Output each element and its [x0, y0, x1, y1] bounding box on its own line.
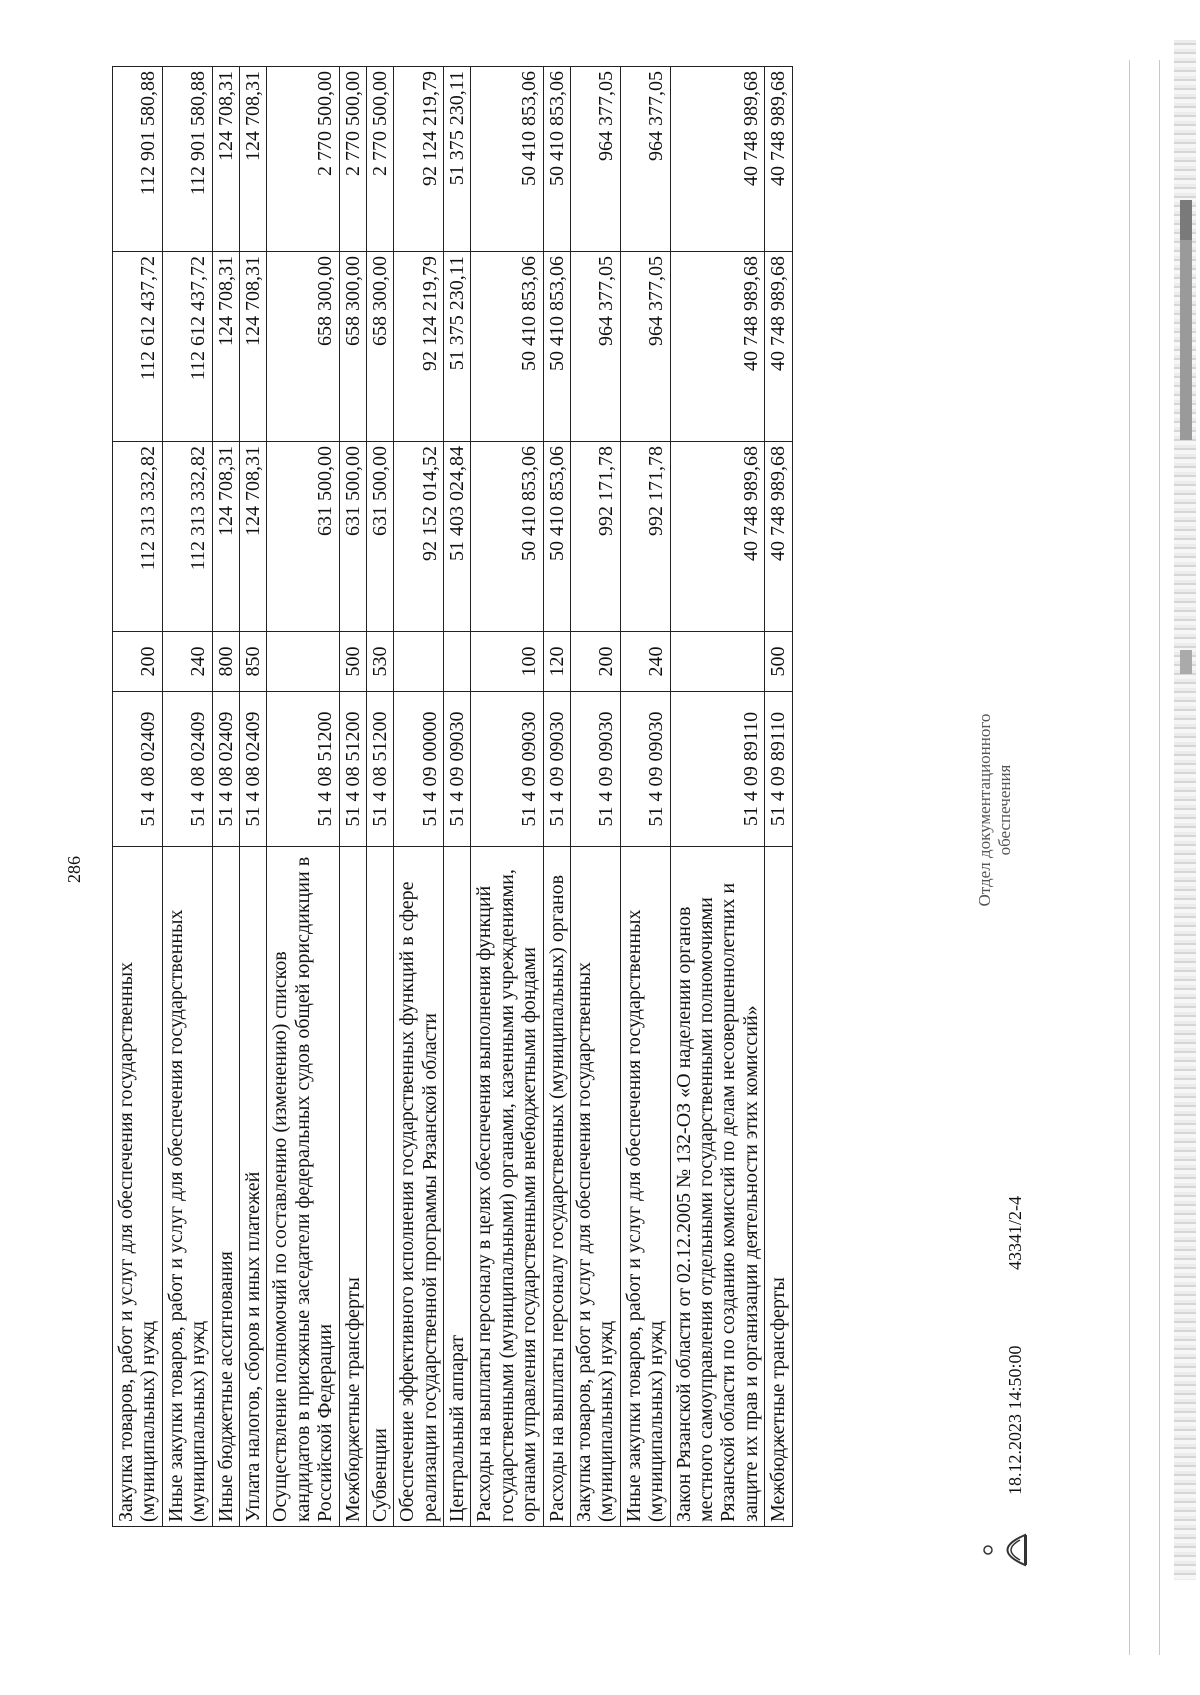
table-row	[113, 67, 163, 1527]
row-description: Иные бюджетные ассигнования	[212, 847, 239, 1527]
table-row	[471, 67, 543, 1527]
row-description: Уплата налогов, сборов и иных платежей	[239, 847, 266, 1527]
row-value-year3: 51 375 230,11	[444, 67, 471, 252]
row-description: Закупка товаров, работ и услуг для обеспечения государственных (муниципальных) нужд	[113, 847, 163, 1527]
row-value-year2: 40 748 989,68	[670, 252, 765, 442]
table-row	[239, 67, 266, 1527]
row-code: 51 4 09 09030	[571, 692, 621, 847]
row-value-year2: 124 708,31	[239, 252, 266, 442]
row-description: Межбюджетные трансферты	[765, 847, 792, 1527]
row-expense-type: 240	[620, 632, 670, 692]
row-code: 51 4 08 02409	[113, 692, 163, 847]
row-code: 51 4 08 51200	[267, 692, 339, 847]
table-row	[444, 67, 471, 1527]
table-row	[620, 67, 670, 1527]
row-description: Иные закупки товаров, работ и услуг для обеспечения государственных (муниципальных) нужд	[162, 847, 212, 1527]
row-value-year1: 51 403 024,84	[444, 442, 471, 632]
row-value-year3: 112 901 580,88	[162, 67, 212, 252]
row-code: 51 4 08 02409	[212, 692, 239, 847]
row-code: 51 4 09 09030	[543, 692, 570, 847]
row-expense-type	[444, 632, 471, 692]
table-row	[162, 67, 212, 1527]
row-description: Субвенции	[366, 847, 393, 1527]
table-row	[212, 67, 239, 1527]
row-value-year3: 2 770 500,00	[267, 67, 339, 252]
row-description: Межбюджетные трансферты	[339, 847, 366, 1527]
row-expense-type: 120	[543, 632, 570, 692]
table-row	[543, 67, 570, 1527]
row-value-year1: 112 313 332,82	[162, 442, 212, 632]
page-number: 286	[64, 856, 84, 883]
row-value-year1: 40 748 989,68	[670, 442, 765, 632]
row-value-year1: 92 152 014,52	[394, 442, 444, 632]
table-row	[339, 67, 366, 1527]
row-value-year1: 124 708,31	[212, 442, 239, 632]
row-code: 51 4 09 89110	[670, 692, 765, 847]
row-code: 51 4 09 09030	[471, 692, 543, 847]
row-description: Расходы на выплаты персоналу в целях обеспечения выполнения функций государственными (муниципальными) органами, казенными учреждениями, органами управления государственными внебюджетными фондами	[471, 847, 543, 1527]
row-value-year1: 631 500,00	[339, 442, 366, 632]
table-row	[571, 67, 621, 1527]
row-value-year2: 112 612 437,72	[162, 252, 212, 442]
row-value-year3: 50 410 853,06	[543, 67, 570, 252]
row-expense-type	[267, 632, 339, 692]
row-value-year2: 964 377,05	[571, 252, 621, 442]
row-value-year3: 2 770 500,00	[366, 67, 393, 252]
row-expense-type: 100	[471, 632, 543, 692]
row-description: Осуществление полномочий по составлению (изменению) списков кандидатов в присяжные заседатели федеральных судов общей юрисдикции в Российской Федерации	[267, 847, 339, 1527]
row-value-year1: 50 410 853,06	[543, 442, 570, 632]
row-value-year2: 40 748 989,68	[765, 252, 792, 442]
row-expense-type: 500	[339, 632, 366, 692]
row-value-year3: 964 377,05	[571, 67, 621, 252]
row-code: 51 4 09 00000	[394, 692, 444, 847]
row-value-year2: 92 124 219,79	[394, 252, 444, 442]
row-code: 51 4 08 02409	[239, 692, 266, 847]
row-expense-type: 850	[239, 632, 266, 692]
table-row	[267, 67, 339, 1527]
row-value-year2: 51 375 230,11	[444, 252, 471, 442]
emblem-icon	[970, 1530, 1030, 1570]
row-value-year1: 992 171,78	[571, 442, 621, 632]
row-value-year1: 992 171,78	[620, 442, 670, 632]
row-expense-type	[394, 632, 444, 692]
row-value-year3: 112 901 580,88	[113, 67, 163, 252]
table-row	[366, 67, 393, 1527]
row-value-year1: 631 500,00	[366, 442, 393, 632]
row-description: Иные закупки товаров, работ и услуг для обеспечения государственных (муниципальных) нужд	[620, 847, 670, 1527]
row-code: 51 4 08 51200	[339, 692, 366, 847]
row-value-year3: 964 377,05	[620, 67, 670, 252]
budget-table-body	[113, 67, 793, 1527]
row-description: Центральный аппарат	[444, 847, 471, 1527]
row-value-year2: 658 300,00	[339, 252, 366, 442]
row-value-year3: 40 748 989,68	[765, 67, 792, 252]
row-value-year3: 92 124 219,79	[394, 67, 444, 252]
row-expense-type: 240	[162, 632, 212, 692]
row-value-year3: 50 410 853,06	[471, 67, 543, 252]
row-value-year2: 50 410 853,06	[471, 252, 543, 442]
table-row	[670, 67, 765, 1527]
row-code: 51 4 09 89110	[765, 692, 792, 847]
row-value-year3: 124 708,31	[212, 67, 239, 252]
row-value-year1: 112 313 332,82	[113, 442, 163, 632]
row-code: 51 4 08 51200	[366, 692, 393, 847]
row-value-year2: 112 612 437,72	[113, 252, 163, 442]
row-description: Закупка товаров, работ и услуг для обеспечения государственных (муниципальных) нужд	[571, 847, 621, 1527]
department-stamp	[975, 705, 1016, 915]
row-value-year2: 964 377,05	[620, 252, 670, 442]
row-value-year1: 124 708,31	[239, 442, 266, 632]
table-row	[765, 67, 792, 1527]
footer-datetime: 18.12.2023 14:50:00	[1005, 1345, 1025, 1495]
row-expense-type: 530	[366, 632, 393, 692]
row-value-year2: 124 708,31	[212, 252, 239, 442]
footer-document-id: 43341/2-4	[1005, 1196, 1025, 1270]
row-value-year3: 124 708,31	[239, 67, 266, 252]
budget-table	[112, 66, 793, 1527]
row-value-year2: 658 300,00	[366, 252, 393, 442]
row-value-year1: 40 748 989,68	[765, 442, 792, 632]
row-value-year2: 658 300,00	[267, 252, 339, 442]
row-expense-type	[670, 632, 765, 692]
row-code: 51 4 08 02409	[162, 692, 212, 847]
row-value-year1: 631 500,00	[267, 442, 339, 632]
row-description: Обеспечение эффективного исполнения государственных функций в сфере реализации государственной программы Рязанской области	[394, 847, 444, 1527]
row-expense-type: 200	[571, 632, 621, 692]
row-value-year1: 50 410 853,06	[471, 442, 543, 632]
stamp-line: обеспечения	[995, 764, 1015, 856]
row-value-year2: 50 410 853,06	[543, 252, 570, 442]
row-expense-type: 200	[113, 632, 163, 692]
row-value-year3: 2 770 500,00	[339, 67, 366, 252]
row-code: 51 4 09 09030	[620, 692, 670, 847]
row-description: Закон Рязанской области от 02.12.2005 № 132-ОЗ «О наделении органов местного самоуправления отдельными государственными полномочиями Рязанской области по созданию комиссий по делам несовершеннолетних и защите их прав и организации деятельности этих комиссий»	[670, 847, 765, 1527]
row-description: Расходы на выплаты персоналу государственных (муниципальных) органов	[543, 847, 570, 1527]
row-code: 51 4 09 09030	[444, 692, 471, 847]
table-row	[394, 67, 444, 1527]
row-expense-type: 500	[765, 632, 792, 692]
row-value-year3: 40 748 989,68	[670, 67, 765, 252]
stamp-line: Отдел документационного	[975, 713, 994, 907]
row-expense-type: 800	[212, 632, 239, 692]
